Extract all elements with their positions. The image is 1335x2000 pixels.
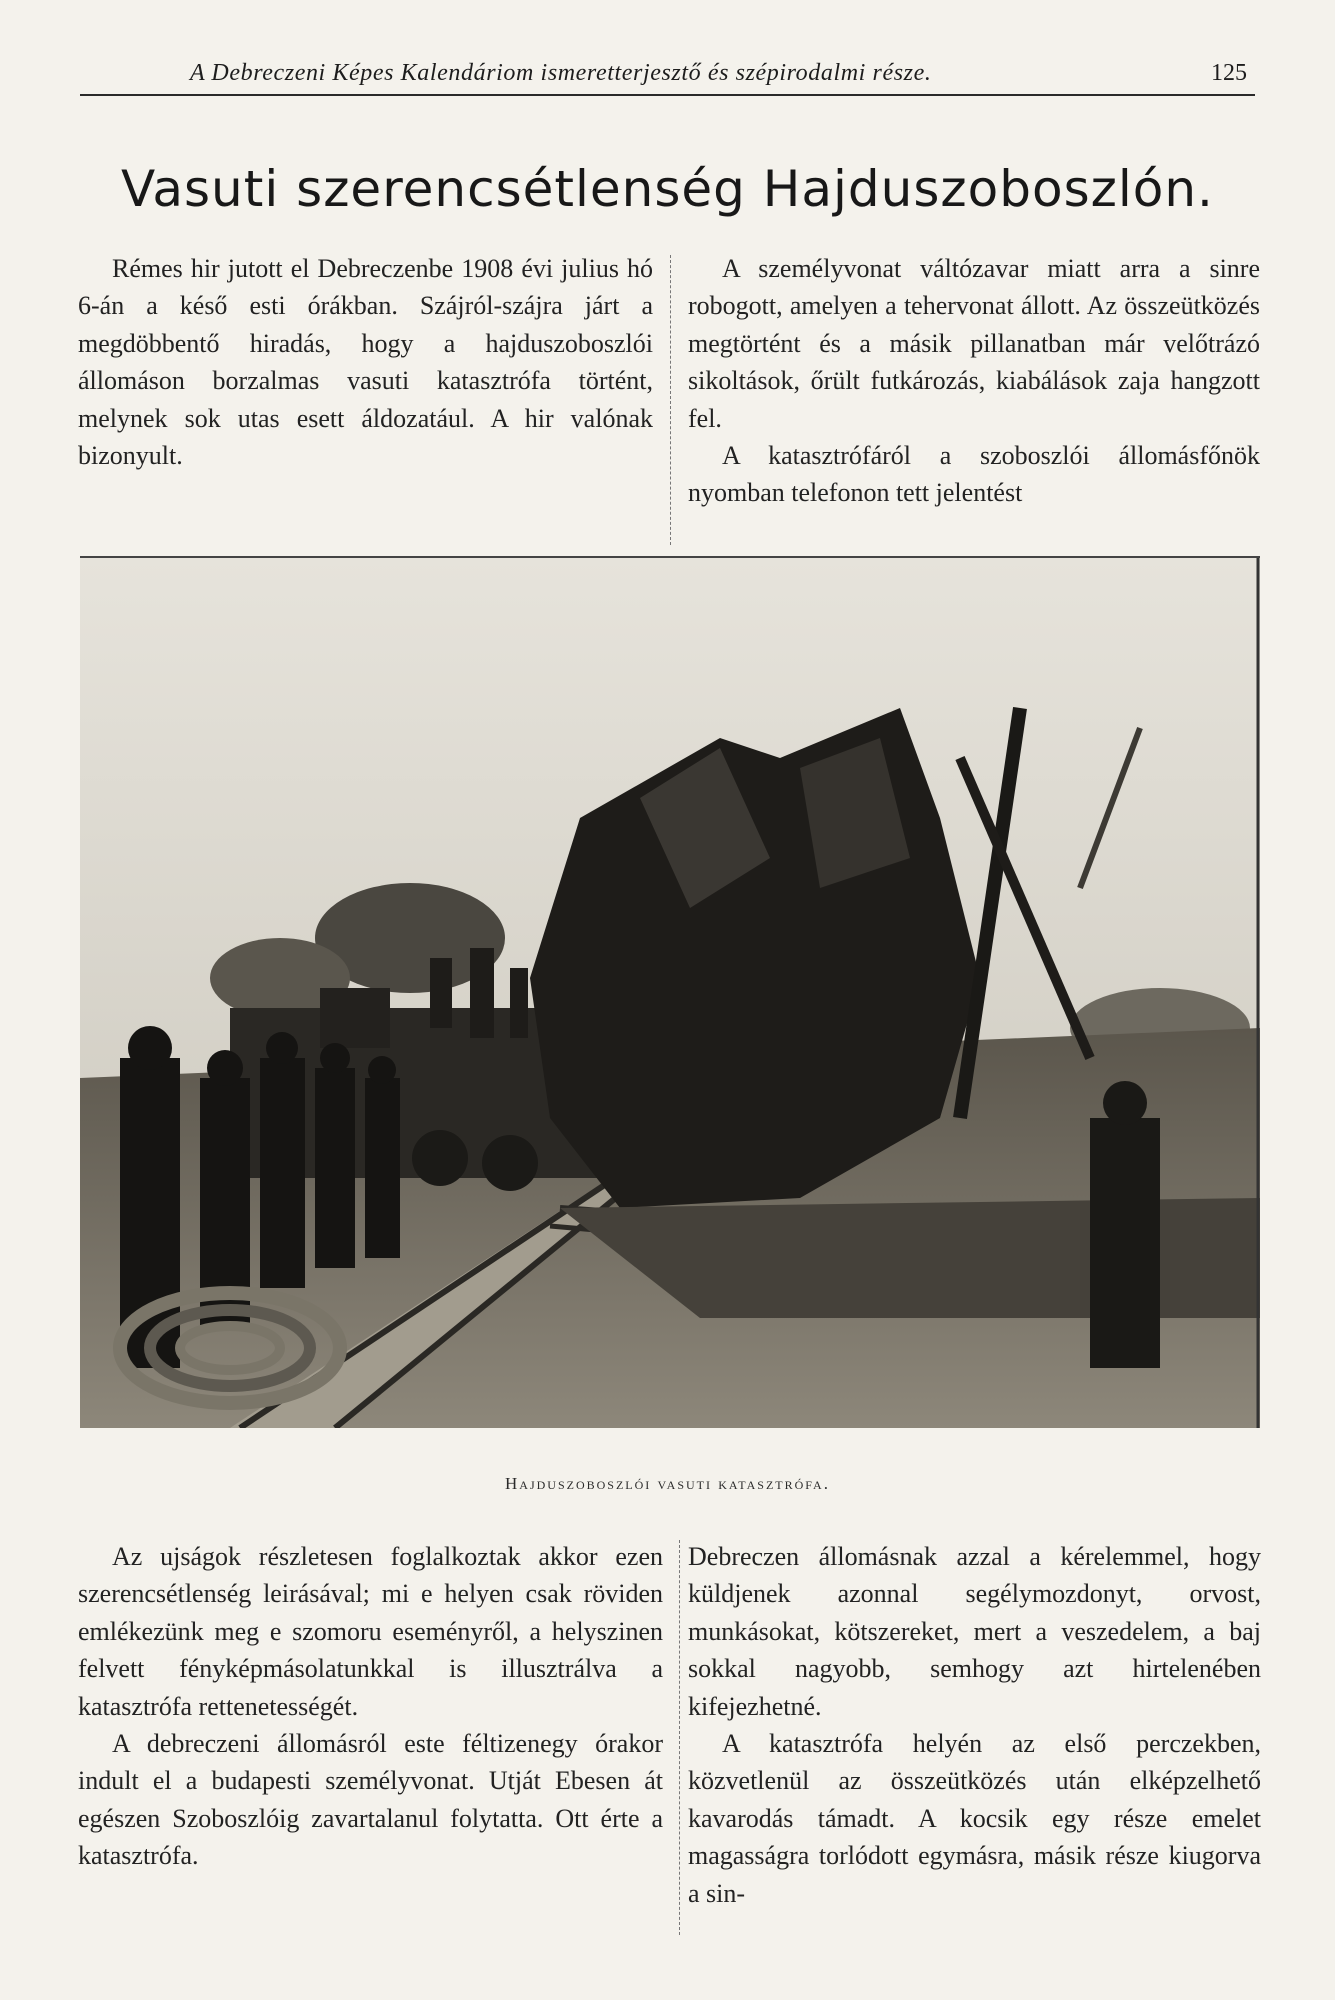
- running-header: [80, 58, 1255, 96]
- paragraph: A katasztrófáról a szoboszlói állomásfőnök nyomban telefonon tett jelentést: [688, 441, 1260, 508]
- column-divider: [670, 255, 671, 545]
- paragraph: A debreczeni állomásról este féltizenegy órakor indult el a budapesti személyvonat. Utját Ebesen át egészen Szoboszlóig zavartalanul folytatta. Ott érte a katasztrófa.: [78, 1729, 663, 1871]
- paragraph: Rémes hir jutott el Debreczenbe 1908 évi julius hó 6-án a késő esti órákban. Szájról-szájra járt a megdöbbentő hiradás, hogy a hajduszoboszlói állomáson borzalmas vasuti katasztrófa történt, melynek sok utas esett áldozatául. A hir valónak bizonyult.: [78, 254, 653, 471]
- photo-caption: Hajduszoboszlói vasuti katasztrófa.: [505, 1474, 830, 1493]
- page-number: 125: [1211, 60, 1247, 86]
- column-top-left: [78, 250, 653, 474]
- paragraph: Az ujságok részletesen foglalkoztak akkor ezen szerencsétlenség leirásával; mi e helyen csak röviden emlékezünk meg e szomoru eseményről, a helyszinen felvett fényképmásolatunkkal is illusztrálva a katasztrófa rettenetességét.: [78, 1542, 663, 1721]
- running-title: A Debreczeni Képes Kalendáriom ismeretterjesztő és szépirodalmi része.: [190, 60, 932, 86]
- column-bottom-left: [78, 1538, 663, 1875]
- paragraph: Debreczen állomásnak azzal a kérelemmel, hogy küldjenek azonnal segélymozdonyt, orvost, munkásokat, kötszereket, mert a veszedelem, a baj sokkal nagyobb, semhogy azt hirtelenében kifejezhetné.: [688, 1542, 1261, 1721]
- paragraph: A személyvonat váltózavar miatt arra a sinre robogott, amelyen a tehervonat állott. Az összeütközés megtörtént és a másik pillanatban már velőtrázó sikoltások, őrült futkározás, kiabálások zaja hangzott fel.: [688, 254, 1260, 433]
- article-title: Vasuti szerencsétlenség Hajduszoboszlón.: [121, 160, 1214, 218]
- column-divider: [679, 1540, 680, 1935]
- train-wreck-photograph: [80, 556, 1260, 1428]
- column-top-right: [688, 250, 1260, 512]
- paragraph: A katasztrófa helyén az első perczekben, közvetlenül az összeütközés után elképzelhető kavarodás támadt. A kocsik egy része emelet magasságra torlódott egymásra, másik része kiugorva a sin-: [688, 1729, 1261, 1908]
- column-bottom-right: [688, 1538, 1261, 1912]
